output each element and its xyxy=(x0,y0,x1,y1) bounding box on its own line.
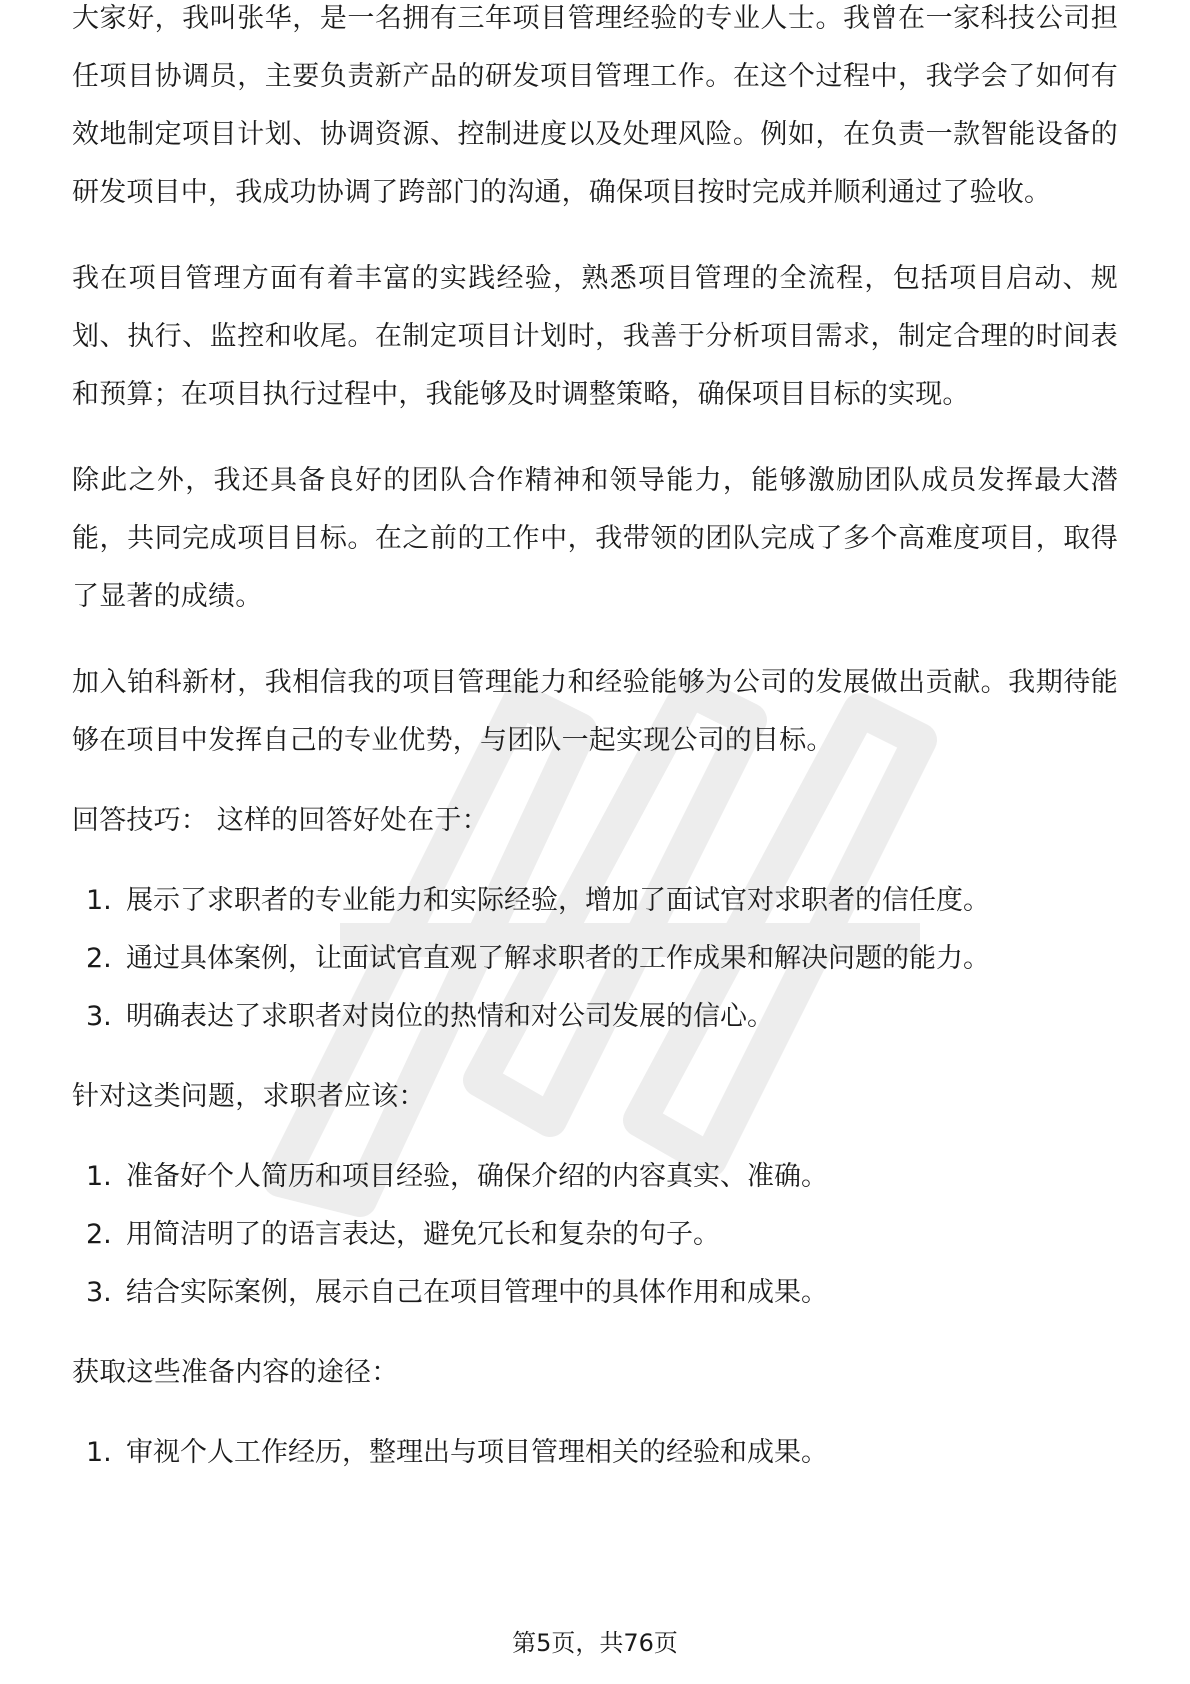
list-text: 审视个人工作经历，整理出与项目管理相关的经验和成果。 xyxy=(126,1437,828,1468)
tips-list xyxy=(72,872,1118,1046)
list-item xyxy=(72,1206,1118,1264)
list-item xyxy=(72,1424,1118,1482)
list-text: 结合实际案例，展示自己在项目管理中的具体作用和成果。 xyxy=(126,1277,828,1308)
list-text: 用简洁明了的语言表达，避免冗长和复杂的句子。 xyxy=(126,1219,720,1250)
advice-list xyxy=(72,1148,1118,1322)
teamwork-paragraph: 除此之外，我还具备良好的团队合作精神和领导能力，能够激励团队成员发挥最大潜能，共同完成项目目标。在之前的工作中，我带领的团队完成了多个高难度项目，取得了显著的成绩。 xyxy=(72,465,1118,612)
list-item xyxy=(72,930,1118,988)
list-number: 1. xyxy=(86,1437,112,1468)
list-text: 通过具体案例，让面试官直观了解求职者的工作成果和解决问题的能力。 xyxy=(126,943,990,974)
sources-list xyxy=(72,1424,1118,1482)
list-number: 2. xyxy=(86,943,112,974)
list-number: 2. xyxy=(86,1219,112,1250)
list-number: 3. xyxy=(86,1001,112,1032)
experience-paragraph: 我在项目管理方面有着丰富的实践经验，熟悉项目管理的全流程，包括项目启动、规划、执行、监控和收尾。在制定项目计划时，我善于分析项目需求，制定合理的时间表和预算；在项目执行过程中，我能够及时调整策略，确保项目目标的实现。 xyxy=(72,263,1118,410)
sources-heading: 获取这些准备内容的途径： xyxy=(72,1357,399,1388)
page-footer: 第5页，共76页 xyxy=(512,1629,678,1657)
tips-heading: 回答技巧： 这样的回答好处在于： xyxy=(72,805,489,836)
list-number: 1. xyxy=(86,1161,112,1192)
advice-heading: 针对这类问题，求职者应该： xyxy=(72,1081,426,1112)
list-text: 准备好个人简历和项目经验，确保介绍的内容真实、准确。 xyxy=(126,1161,828,1192)
list-item xyxy=(72,1264,1118,1322)
list-item xyxy=(72,988,1118,1046)
document-body xyxy=(72,3,1118,1482)
motivation-paragraph: 加入铂科新材，我相信我的项目管理能力和经验能够为公司的发展做出贡献。我期待能够在项目中发挥自己的专业优势，与团队一起实现公司的目标。 xyxy=(72,667,1118,756)
list-text: 明确表达了求职者对岗位的热情和对公司发展的信心。 xyxy=(126,1001,774,1032)
intro-paragraph: 大家好，我叫张华，是一名拥有三年项目管理经验的专业人士。我曾在一家科技公司担任项目协调员，主要负责新产品的研发项目管理工作。在这个过程中，我学会了如何有效地制定项目计划、协调资源、控制进度以及处理风险。例如，在负责一款智能设备的研发项目中，我成功协调了跨部门的沟通，确保项目按时完成并顺利通过了验收。 xyxy=(72,3,1118,208)
list-number: 1. xyxy=(86,885,112,916)
list-item xyxy=(72,872,1118,930)
list-number: 3. xyxy=(86,1277,112,1308)
list-item xyxy=(72,1148,1118,1206)
list-text: 展示了求职者的专业能力和实际经验，增加了面试官对求职者的信任度。 xyxy=(126,885,990,916)
